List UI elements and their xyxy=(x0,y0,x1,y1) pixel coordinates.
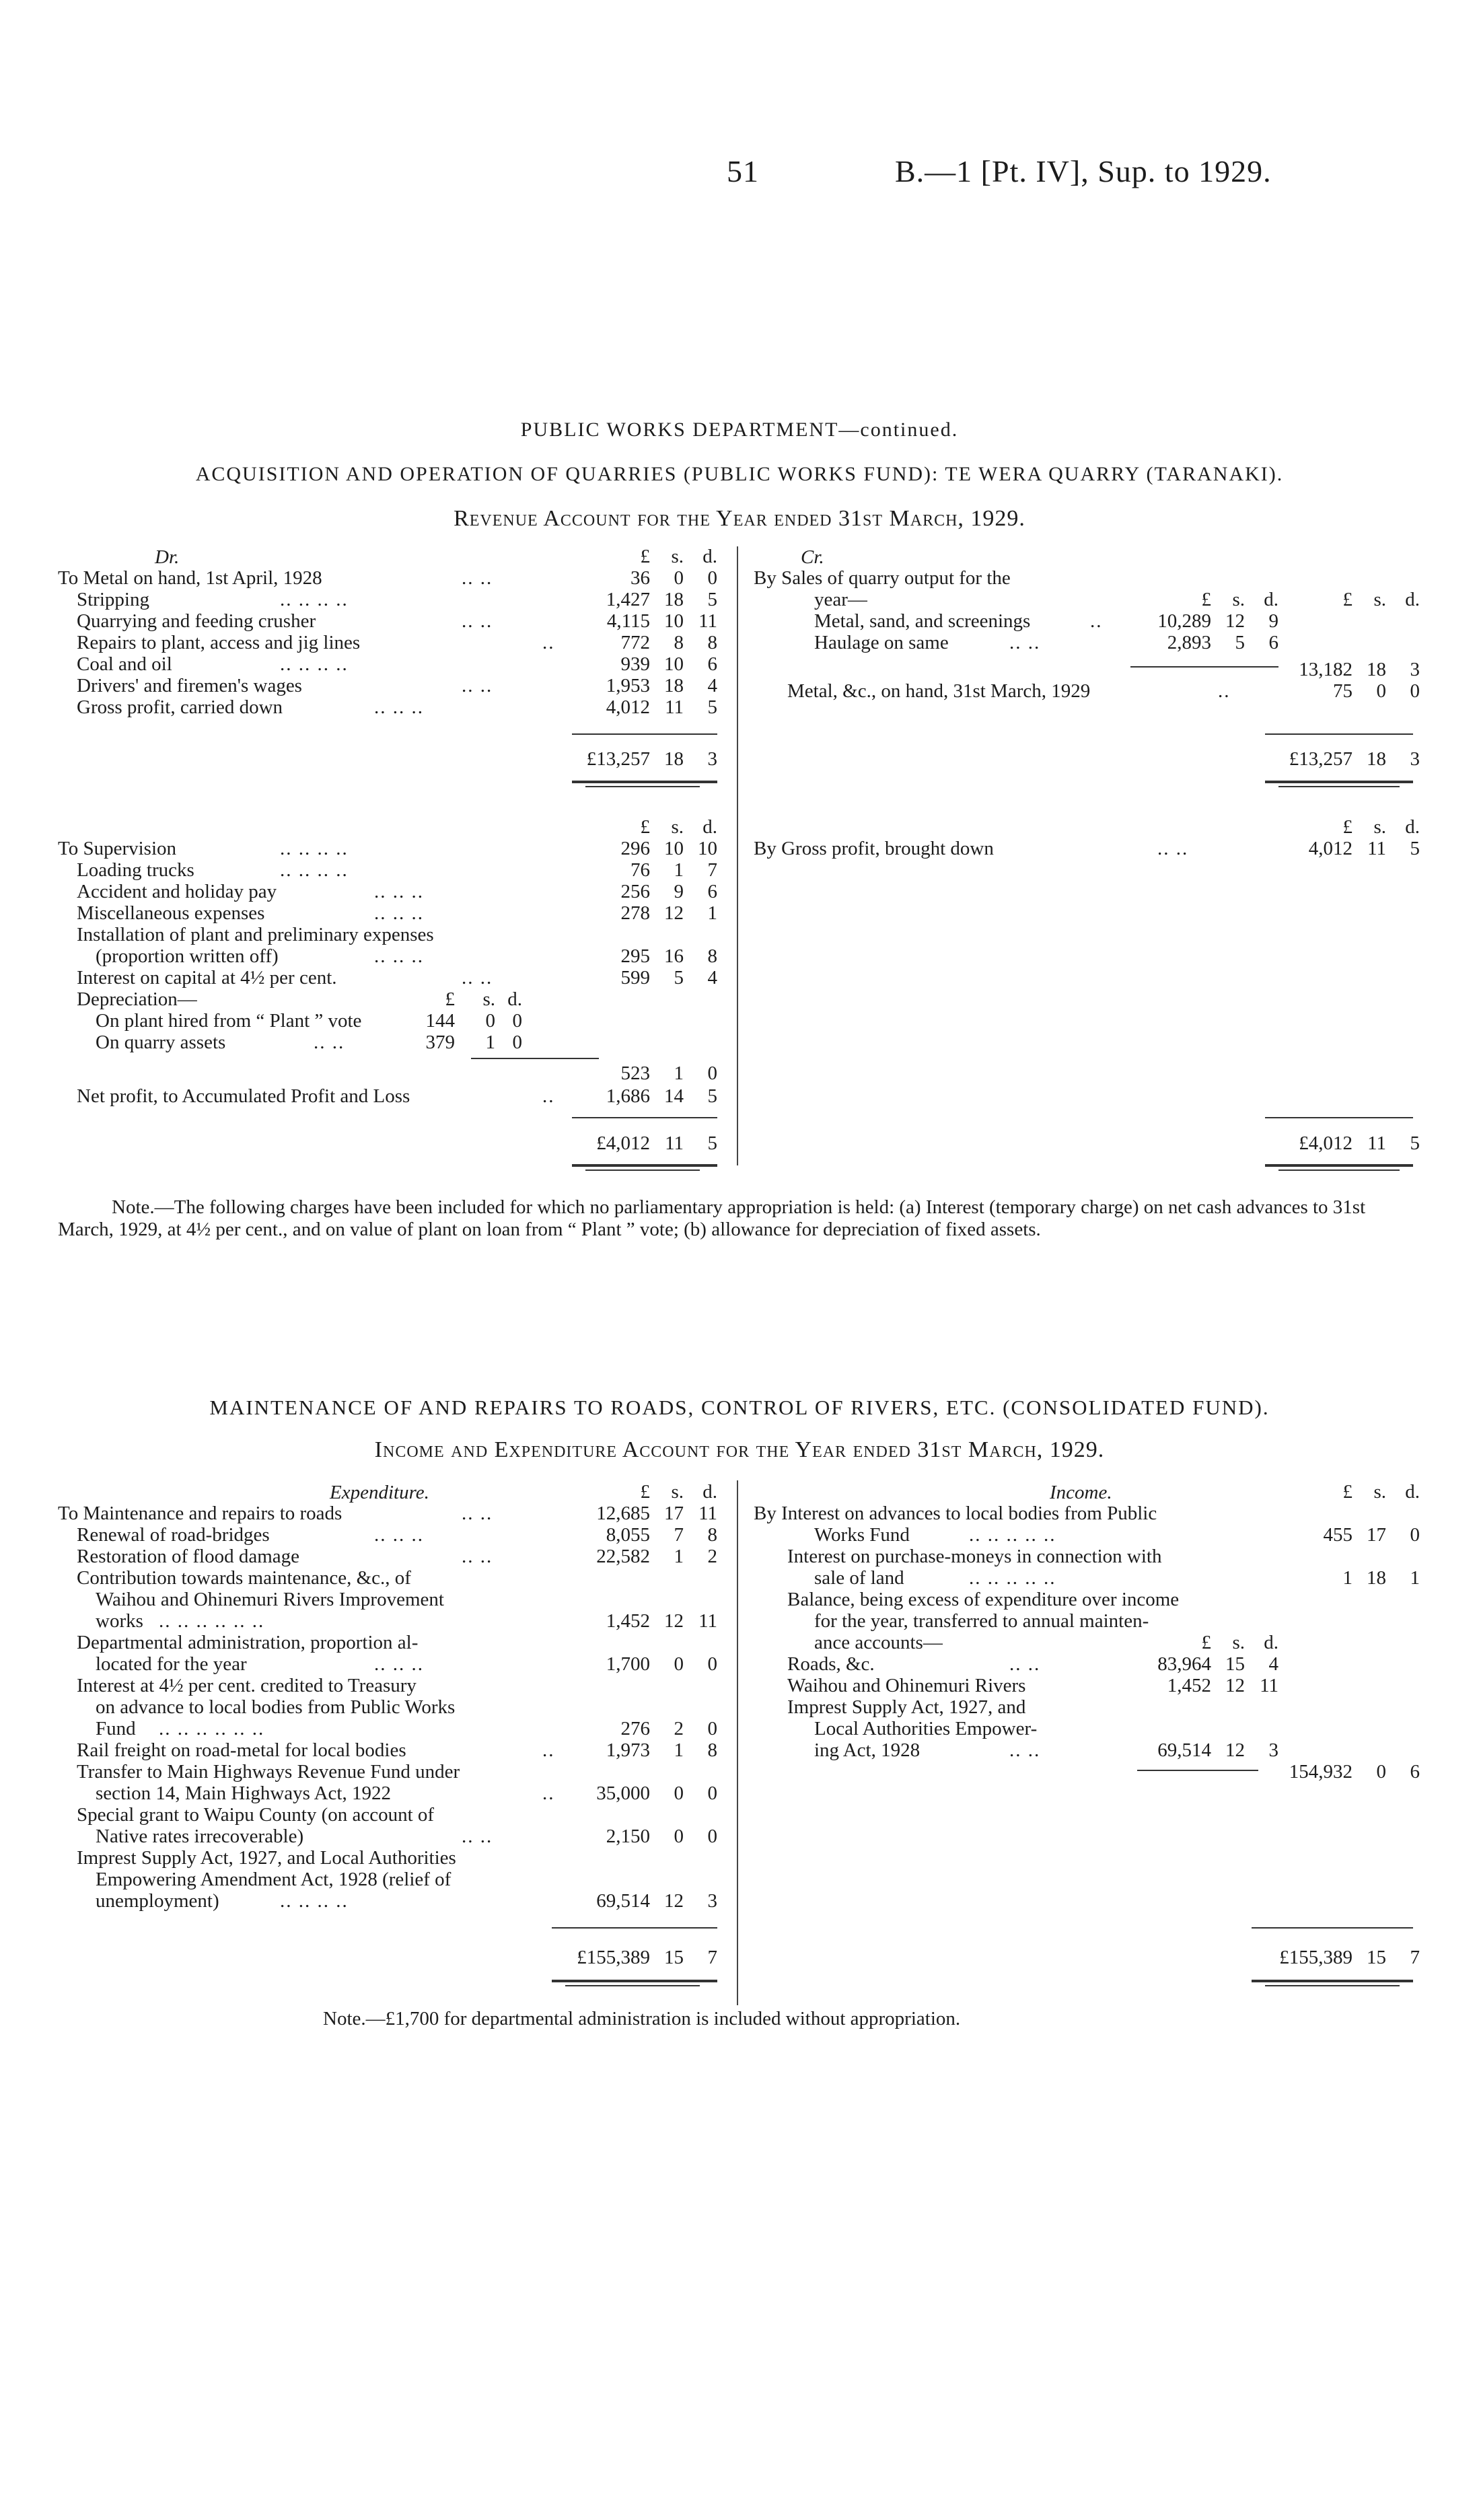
table-row: To Supervision .. .. .. .. 296 10 10 xyxy=(58,838,717,859)
table-row: located for the year .. .. .. 1,700 0 0 xyxy=(96,1653,717,1675)
double-rule xyxy=(1265,781,1413,783)
revenue-account-title: Revenue Account for the Year ended 31st March, 1929. xyxy=(454,506,1025,531)
dr-label: Dr. xyxy=(155,546,180,568)
double-rule xyxy=(552,1980,717,1982)
table-row: To Maintenance and repairs to roads .. .. 12,685 17 11 xyxy=(58,1503,717,1524)
subtotal-rule xyxy=(1265,733,1413,735)
col-headers-left: £ s. d. xyxy=(640,546,717,567)
table-row: works .. .. .. .. .. .. 1,452 12 11 xyxy=(96,1610,717,1632)
table-row: Quarrying and feeding crusher .. .. 4,115 10 11 xyxy=(77,610,717,632)
double-rule xyxy=(1265,1985,1400,1986)
table-row: Imprest Supply Act, 1927, and xyxy=(787,1696,1026,1718)
double-rule xyxy=(572,1164,717,1167)
table-row: Restoration of flood damage .. .. 22,582 1 2 xyxy=(77,1546,717,1567)
table-row: Works Fund .. .. .. .. .. 455 17 0 xyxy=(814,1524,1420,1546)
table-row: By Sales of quarry output for the xyxy=(754,567,1011,589)
table-row: Net profit, to Accumulated Profit and Loss .. 1,686 14 5 xyxy=(77,1085,717,1107)
maintenance-title: MAINTENANCE OF AND REPAIRS TO ROADS, CONTROL OF RIVERS, ETC. (CONSOLIDATED FUND). xyxy=(209,1396,1270,1419)
document-reference: B.—1 [Pt. IV], Sup. to 1929. xyxy=(895,154,1272,188)
table-row: Stripping .. .. .. .. 1,427 18 5 xyxy=(77,589,717,610)
table-row: Drivers' and firemen's wages .. .. 1,953 18 4 xyxy=(77,675,717,696)
table-row: On plant hired from “ Plant ” vote 144 0 0 xyxy=(96,1010,522,1032)
table-row: Haulage on same .. .. 2,893 5 6 xyxy=(814,632,1278,653)
table-row: Waihou and Ohinemuri Rivers 1,452 12 11 xyxy=(787,1675,1278,1696)
quarry-account-subtitle: ACQUISITION AND OPERATION OF QUARRIES (PUBLIC WORKS FUND): TE WERA QUARRY (TARANAKI). xyxy=(195,463,1284,485)
table-row: Interest at 4½ per cent. credited to Treasury xyxy=(77,1675,417,1696)
table-row: Transfer to Main Highways Revenue Fund under xyxy=(77,1761,460,1783)
double-rule xyxy=(572,781,717,783)
income-expenditure-title: Income and Expenditure Account for the Year ended 31st March, 1929. xyxy=(374,1437,1105,1462)
table-row: unemployment) .. .. .. .. 69,514 12 3 xyxy=(96,1890,717,1912)
subtotal-rule xyxy=(572,733,717,735)
table-row: Depreciation— £ s. d. xyxy=(77,988,522,1010)
table-row: By Interest on advances to local bodies from Public xyxy=(754,1503,1157,1524)
table-row: Imprest Supply Act, 1927, and Local Authorities xyxy=(77,1847,456,1869)
table-row: To Metal on hand, 1st April, 1928 .. .. 36 0 0 xyxy=(58,567,717,589)
double-rule xyxy=(1278,786,1400,787)
total-row: £4,012 11 5 xyxy=(596,1132,717,1154)
table-row: Contribution towards maintenance, &c., of xyxy=(77,1567,411,1589)
table-row: Native rates irrecoverable) .. .. 2,150 0 0 xyxy=(96,1826,717,1847)
table-row: Waihou and Ohinemuri Rivers Improvement xyxy=(96,1589,444,1610)
table-row: 154,932 0 6 xyxy=(1289,1761,1420,1783)
table-row: ance accounts— £ s. d. xyxy=(814,1632,1278,1653)
table-row: Fund .. .. .. .. .. .. 276 2 0 xyxy=(96,1718,717,1739)
table-row: sale of land .. .. .. .. .. 1 18 1 xyxy=(814,1567,1420,1589)
table-row: year— £ s. d. £ s. d. xyxy=(814,589,1420,610)
double-rule xyxy=(1278,1169,1400,1171)
table-row: Rail freight on road-metal for local bodies .. 1,973 1 8 xyxy=(77,1739,717,1761)
table-row: Roads, &c. .. .. 83,964 15 4 xyxy=(787,1653,1278,1675)
col-headers-right: £ s. d. xyxy=(1342,816,1420,838)
table-row: Balance, being excess of expenditure over income xyxy=(787,1589,1180,1610)
total-row: £4,012 11 5 xyxy=(1299,1132,1420,1154)
table-row: Coal and oil .. .. .. .. 939 10 6 xyxy=(77,653,717,675)
column-divider xyxy=(737,1480,738,2005)
subtotal-rule xyxy=(572,1117,717,1118)
subtotal-rule xyxy=(552,1927,717,1929)
table-row: Local Authorities Empower- xyxy=(814,1718,1038,1739)
expenditure-label: Expenditure. xyxy=(330,1482,429,1503)
double-rule xyxy=(1252,1980,1413,1982)
table-row: On quarry assets .. .. 379 1 0 xyxy=(96,1032,522,1053)
table-row: Accident and holiday pay .. .. .. 256 9 6 xyxy=(77,881,717,902)
note-administration: Note.—£1,700 for departmental administration is included without appropriation. xyxy=(323,2008,961,2029)
subtotal-rule xyxy=(471,1058,599,1059)
table-row: Special grant to Waipu County (on account of xyxy=(77,1804,435,1826)
income-label: Income. xyxy=(1050,1482,1112,1503)
double-rule xyxy=(585,1169,700,1171)
table-row: Installation of plant and preliminary expenses xyxy=(77,924,434,945)
table-row: Interest on capital at 4½ per cent. .. .. 599 5 4 xyxy=(77,967,717,988)
table-row: 523 1 0 xyxy=(620,1063,717,1084)
table-row: Loading trucks .. .. .. .. 76 1 7 xyxy=(77,859,717,881)
table-row: Departmental administration, proportion al- xyxy=(77,1632,419,1653)
col-headers-left: £ s. d. xyxy=(640,1481,717,1503)
col-headers-left: £ s. d. xyxy=(640,816,717,838)
table-row: for the year, transferred to annual mainten- xyxy=(814,1610,1149,1632)
total-row: £13,257 18 3 xyxy=(1289,748,1420,770)
cr-label: Cr. xyxy=(801,546,824,568)
table-row: 13,182 18 3 xyxy=(1299,659,1420,680)
subtotal-rule xyxy=(1265,1117,1413,1118)
table-row: By Gross profit, brought down .. .. 4,012 11 5 xyxy=(754,838,1420,859)
double-rule xyxy=(565,1985,700,1986)
table-row: (proportion written off) .. .. .. 295 16 8 xyxy=(96,945,717,967)
column-divider xyxy=(737,546,738,1165)
table-row: section 14, Main Highways Act, 1922 .. 35,000 0 0 xyxy=(96,1783,717,1804)
table-row: Miscellaneous expenses .. .. .. 278 12 1 xyxy=(77,902,717,924)
table-row: Metal, sand, and screenings .. 10,289 12 9 xyxy=(814,610,1278,632)
note-quarry: Note.—The following charges have been included for which no parliamentary appropriation is held: (a) Interest (temporary charge) on net cash advances to 31st March, 1929, at 4½ per cent., and on value of plant on loan from “ Plant ” vote; (b) allowance for depreciation of fixed assets. xyxy=(58,1196,1366,1240)
table-row: Repairs to plant, access and jig lines .. 772 8 8 xyxy=(77,632,717,653)
subtotal-rule xyxy=(1252,1927,1413,1929)
table-row: ing Act, 1928 .. .. 69,514 12 3 xyxy=(814,1739,1278,1761)
department-title: PUBLIC WORKS DEPARTMENT—continued. xyxy=(520,419,959,441)
total-row: £155,389 15 7 xyxy=(577,1947,717,1968)
table-row: Empowering Amendment Act, 1928 (relief of xyxy=(96,1869,452,1890)
page-number: 51 xyxy=(727,154,759,188)
table-row: Metal, &c., on hand, 31st March, 1929 .. 75 0 0 xyxy=(787,680,1420,702)
double-rule xyxy=(1265,1164,1413,1167)
total-row: £155,389 15 7 xyxy=(1279,1947,1420,1968)
table-row: Interest on purchase-moneys in connection with xyxy=(787,1546,1162,1567)
table-row: Gross profit, carried down .. .. .. 4,012 11 5 xyxy=(77,696,717,718)
total-row: £13,257 18 3 xyxy=(586,748,717,770)
double-rule xyxy=(585,786,700,787)
col-headers-right: £ s. d. xyxy=(1342,1481,1420,1503)
table-row: Renewal of road-bridges .. .. .. 8,055 7 8 xyxy=(77,1524,717,1546)
table-row: on advance to local bodies from Public Works xyxy=(96,1696,456,1718)
